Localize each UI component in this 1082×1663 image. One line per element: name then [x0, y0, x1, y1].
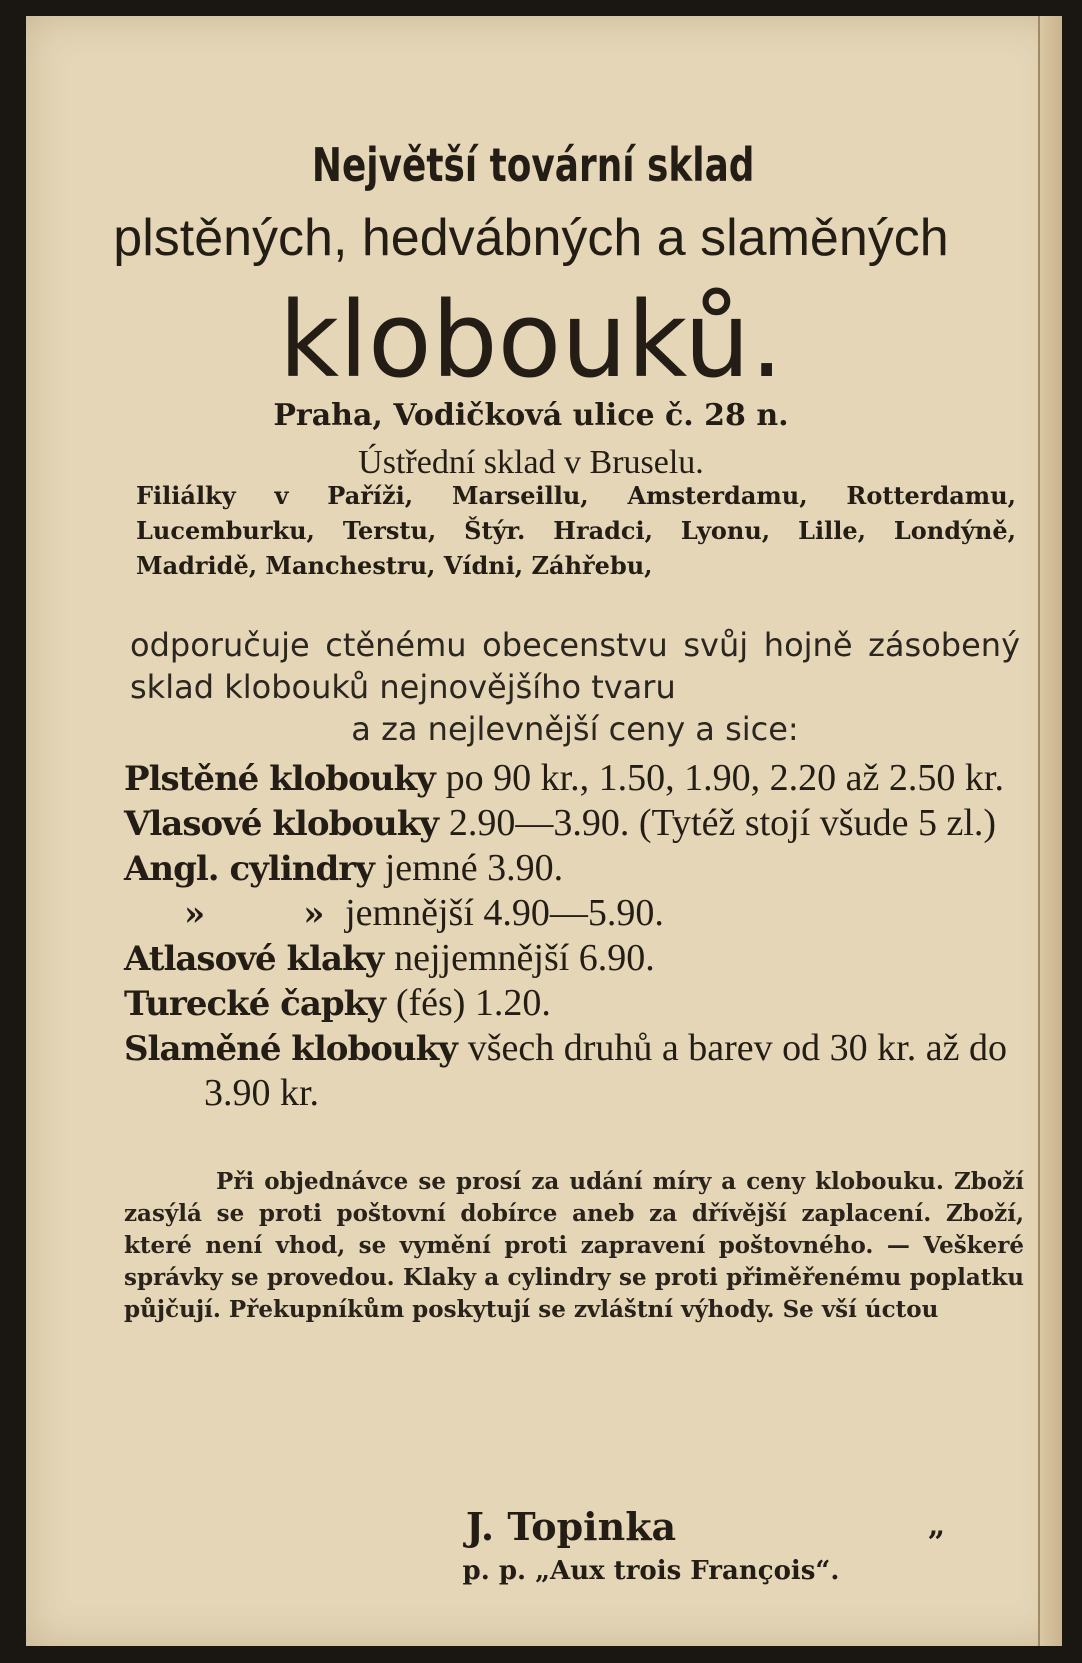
price-item: [124, 1026, 1024, 1116]
item-price: (fés) 1.20.: [395, 982, 551, 1024]
item-name: Plstěné klobouky: [124, 759, 435, 799]
item-name: Slaměné klobouky: [124, 1029, 457, 1069]
item-price: po 90 kr., 1.50, 1.90, 2.20 až 2.50 kr.: [445, 757, 1004, 799]
price-item: [124, 891, 1024, 936]
margin-mark: „: [928, 1508, 946, 1543]
price-item: [124, 801, 1024, 846]
store-address: Praha, Vodičková ulice č. 28 n.: [273, 398, 789, 433]
item-price: 2.90—3.90. (Tytéž stojí všude 5 zl.): [448, 802, 997, 844]
item-price: jemné 3.90.: [384, 847, 564, 889]
price-item: [124, 981, 1024, 1026]
item-price: všech druhů a barev od 30 kr. až do 3.90 kr.: [204, 1027, 1007, 1114]
intro-last: a za nejlevnější ceny a sice:: [351, 710, 799, 748]
price-item: [124, 936, 1024, 981]
item-name: Vlasové klobouky: [124, 804, 439, 844]
signature: J. Topinka: [465, 1504, 677, 1549]
item-price: jemnější 4.90—5.90.: [345, 892, 664, 934]
headline-warehouse: Největší tovární sklad: [311, 138, 755, 192]
page-edge: [1038, 16, 1062, 1646]
headline-hats: klobouků.: [278, 279, 784, 401]
page: [26, 16, 1062, 1646]
price-item: [124, 756, 1024, 801]
item-name: Atlasové klaky: [124, 939, 384, 979]
intro-text: [130, 624, 1020, 750]
item-price: nejjemnější 6.90.: [394, 937, 655, 979]
firm-name: p. p. „Aux trois François“.: [462, 1556, 840, 1586]
price-item: [124, 846, 1024, 891]
price-list: [124, 756, 1024, 1116]
item-name: Angl. cylindry: [124, 849, 374, 889]
item-name: Turecké čapky: [124, 984, 385, 1024]
central-store: Ústřední sklad v Bruselu.: [358, 444, 704, 481]
advertisement: [26, 16, 1036, 1646]
order-note: Při objednávce se prosí za udání míry a ceny klobouku. Zboží zasýlá se proti poštovní dobírce aneb za dřívější zaplacení. Zboží, které není vhod, se vymění proti zapravení poštovného. — Veškeré správky se provedou. Klaky a cylindry se proti přiměřenému poplatku půjčují. Překupníkům poskytují se zvláštní výhody. Se vší úctou: [124, 1168, 1024, 1323]
intro-main: odporučuje ctěnému obecenstvu svůj hojně zásobený sklad klobouků nejnovějšího tvaru: [130, 626, 1020, 706]
branch-list: Filiálky v Paříži, Marseillu, Amsterdamu, Rotterdamu, Lucemburku, Terstu, Štýr. Hradci, Lyonu, Lille, Londýně, Madridě, Manchestru, Vídni, Záhřebu,: [136, 481, 1016, 580]
item-name: » »: [184, 894, 324, 934]
headline-materials: plstěných, hedvábných a slaměných: [113, 209, 949, 267]
